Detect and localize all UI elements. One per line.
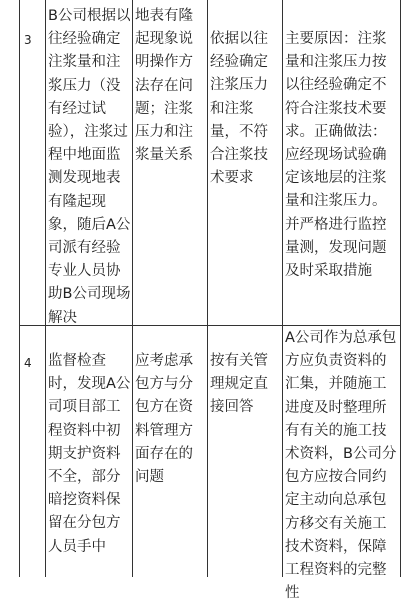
table-border-right [400,0,401,577]
column-divider-4 [282,0,283,577]
row-4-handling: 按有关管理规定直接回答 [210,353,268,416]
row-4-problem: 应考虑承包方与分包方在资料管理方面存在的问题 [135,353,193,486]
row-4-number: 4 [24,356,32,370]
row-4-correction: A公司作为总承包方应负责资料的汇集，并随施工进度及时整理所有有关的施工技术资料，B公司分包方应按合同约定主动向总承包方移交有关施工技术资料，保障工程资料的完整性 [285,330,397,602]
row-3-number: 3 [24,33,32,47]
row-3-handling: 依据以往经验确定注浆压力和注浆量，不符合注浆技术要求 [210,31,268,187]
column-divider-1 [45,0,46,577]
table-border-left [19,0,20,577]
row-3-event: B公司根据以往经验确定注浆量和注浆压力（没有经过试验），注浆过程中地面监测发现地表有隆起现象，随后A公司派有经验专业人员协助B公司现场解决 [48,8,131,326]
column-divider-3 [207,0,208,577]
row-3-problem: 地表有隆起现象说明操作方法存在问题；注浆压力和注浆量关系 [135,8,193,164]
column-divider-2 [132,0,133,577]
row-3-correction: 主要原因：注浆量和注浆压力按以往经验确定不符合注浆技术要求。正确做法：应经现场试验确定该地层的注浆量和注浆压力。并严格进行监控量测，发现问题及时采取措施 [285,31,387,280]
row-4-event: 监督检查时，发现A公司项目部工程资料中初期支护资料不全，部分暗挖资料保留在分包方人员手中 [48,353,131,555]
